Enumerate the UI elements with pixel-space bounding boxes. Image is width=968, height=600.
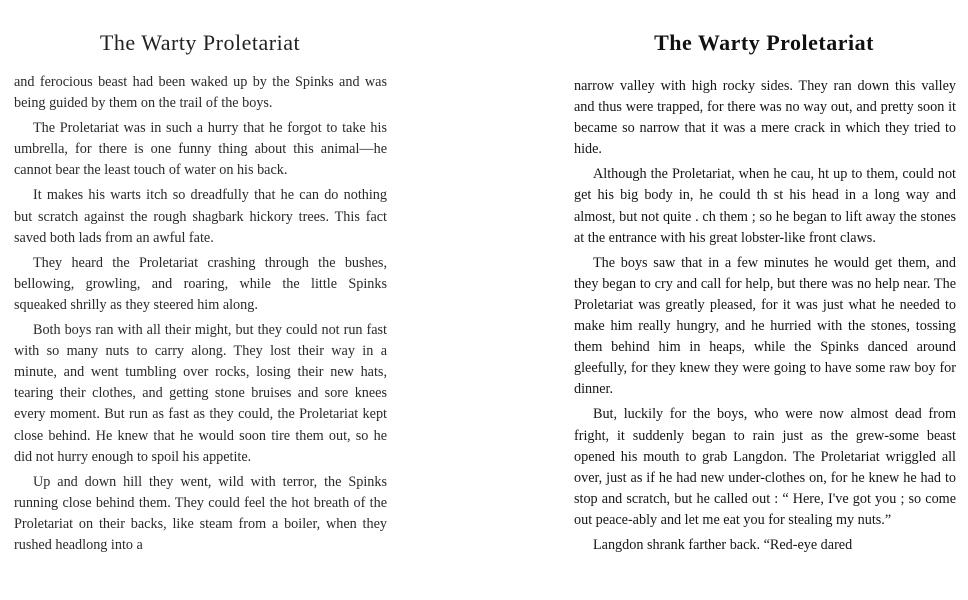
right-paragraph-2: Although the Proletariat, when he cau, ht up to them, could not get his big body in, he could th st his head in a long way and almost, but not quite . ch them ; so he began to lift away the stones at the entrance with his great lobster-like front claws. xyxy=(574,166,956,246)
left-paragraph-2: The Proletariat was in such a hurry that he forgot to take his umbrella, for there is one funny thing about this animal—he cannot bear the least touch of water on his back. xyxy=(14,120,387,179)
left-paragraph-5: Both boys ran with all their might, but they could not run fast with so many nuts to carry along. They lost their way in a minute, and went tumbling over rocks, losing their new hats, tearing their clothes, and getting stone bruises and sore knees every moment. But run as fast as they could, the Proletariat kept close behind. He knew that he would soon tire them out, so he did not hurry enough to spoil his appetite. xyxy=(14,322,387,465)
right-text-block xyxy=(574,76,956,560)
left-text-block xyxy=(14,72,387,560)
right-paragraph-4: But, luckily for the boys, who were now almost dead from fright, it suddenly began to rain just as the grew-some beast opened his mouth to grab Langdon. The Proletariat wriggled all over, just as if he had new under-clothes on, for he knew he had to stop and scratch, but he called out : “ Here, I've got you ; so come out peace-ably and let me eat you for stealing my nuts.” xyxy=(574,406,956,528)
right-paragraph-3: The boys saw that in a few minutes he would get them, and they began to cry and call for help, but there was no help near. The Proletariat was greatly pleased, for it was just what he needed to make him really hungry, and he hurried with the stones, tossing them behind him in heaps, while the Spinks danced around gleefully, for they knew they were going to have some raw boy for dinner. xyxy=(574,254,956,398)
right-running-head: The Warty Proletariat xyxy=(654,30,874,55)
left-running-head: The Warty Proletariat xyxy=(99,30,301,55)
left-page xyxy=(0,0,400,600)
left-paragraph-1: and ferocious beast had been waked up by the Spinks and was being guided by them on the trail of the boys. xyxy=(14,74,387,112)
left-paragraph-4: They heard the Proletariat crashing through the bushes, bellowing, growling, and roaring, while the little Spinks squeaked shrilly as they steered him along. xyxy=(14,254,387,313)
right-page xyxy=(560,0,968,600)
left-paragraph-6: Up and down hill they went, wild with terror, the Spinks running close behind them. They could feel the hot breath of the Proletariat on their backs, like steam from a boiler, when they rushed headlong into a xyxy=(14,473,387,553)
right-paragraph-5: Langdon shrank farther back. “Red-eye dared xyxy=(593,536,853,553)
left-paragraph-3: It makes his warts itch so dreadfully that he can do nothing but scratch against the rough shagbark hickory trees. This fact saved both lads from an awful fate. xyxy=(14,187,387,246)
right-paragraph-1: narrow valley with high rocky sides. They ran down this valley and thus were trapped, for there was no way out, and pretty soon it became so narrow that it was a mere crack in which they tried to hide. xyxy=(574,78,956,158)
